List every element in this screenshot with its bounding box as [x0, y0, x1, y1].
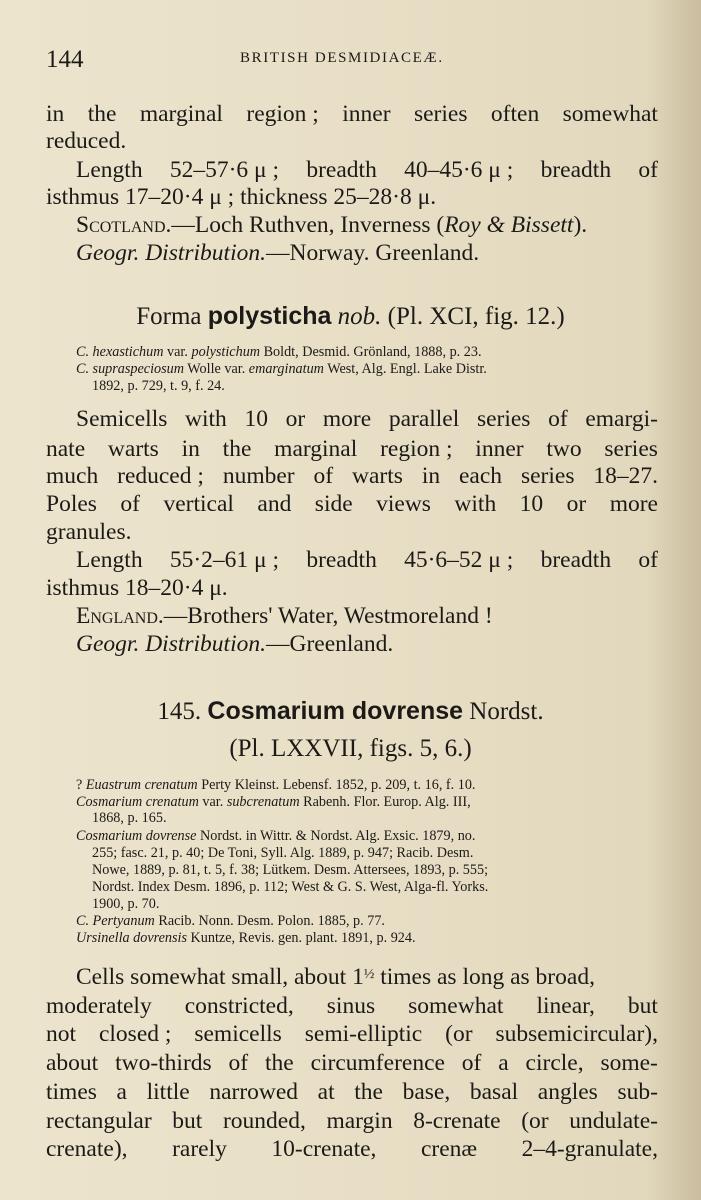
- text-line: reduced.: [46, 128, 127, 154]
- word: the: [222, 436, 252, 462]
- word: side: [314, 491, 353, 517]
- word: of: [228, 1050, 249, 1076]
- word: parallel: [388, 406, 460, 432]
- text-line: [46, 993, 658, 1019]
- word: views: [376, 491, 431, 517]
- word: vertical: [163, 491, 234, 517]
- word: 40–45·6 μ ;: [404, 157, 514, 183]
- word: marginal: [274, 436, 358, 462]
- measurement-line: isthmus 17–20·4 μ ; thickness 25–28·8 μ.: [46, 184, 437, 210]
- word: about: [46, 1050, 99, 1076]
- word: undulate-: [569, 1108, 658, 1134]
- word: of: [548, 406, 568, 432]
- word: linear,: [536, 993, 595, 1019]
- word: series: [476, 406, 531, 432]
- word: in: [46, 101, 65, 127]
- word: of: [120, 491, 140, 517]
- plate-reference: (Pl. LXXVII, figs. 5, 6.): [229, 735, 472, 762]
- word: closed ;: [98, 1021, 172, 1047]
- synonym-line: Ursinella dovrensis Kuntze, Revis. gen. plant. 1891, p. 924.: [76, 930, 416, 946]
- word: 10: [244, 406, 268, 432]
- word: marginal: [139, 101, 223, 127]
- measurement-line: [76, 547, 658, 573]
- word: or: [566, 491, 587, 517]
- text-line: [46, 436, 658, 462]
- word: rarely: [172, 1136, 227, 1162]
- word: sinus: [326, 993, 376, 1019]
- word: 18–27.: [593, 463, 658, 489]
- synonym-line: 1868, p. 165.: [92, 810, 167, 826]
- forma-name: polysticha: [207, 302, 332, 330]
- text-line: [46, 463, 658, 489]
- text-line: [46, 1021, 658, 1047]
- word: often: [490, 101, 540, 127]
- word: somewhat: [408, 993, 504, 1019]
- word: angles: [537, 1079, 598, 1105]
- word: 10-crenate,: [271, 1136, 377, 1162]
- word: (or: [521, 1108, 549, 1134]
- word: some-: [600, 1050, 658, 1076]
- synonym-line: C. hexastichum var. polystichum Boldt, Desmid. Grönland, 1888, p. 23.: [76, 344, 482, 360]
- word: nate: [46, 436, 86, 462]
- word: 45·6–52 μ ;: [404, 547, 514, 573]
- text-line: Cells somewhat small, about $1^{\frac{1}{2}}$ times as long as broad,: [76, 964, 595, 990]
- species-name: Cosmarium dovrense: [207, 697, 464, 725]
- synonym-line: Cosmarium crenatum var. subcrenatum Rabenh. Flor. Europ. Alg. III,: [76, 794, 471, 810]
- country-label: England.: [76, 603, 164, 629]
- word: crenæ: [420, 1136, 478, 1162]
- page-number: 144: [46, 46, 84, 73]
- word: semi-elliptic: [304, 1021, 423, 1047]
- word: reduced ;: [117, 463, 204, 489]
- word: sub-: [617, 1079, 658, 1105]
- word: Poles: [46, 491, 97, 517]
- word: region ;: [380, 436, 453, 462]
- word: 2–4-granulate,: [521, 1136, 658, 1162]
- synonym-line: Nordst. Index Desm. 1896, p. 112; West & G. S. West, Alga-fl. Yorks.: [92, 879, 489, 895]
- word: more: [322, 406, 372, 432]
- word: inner: [475, 436, 524, 462]
- distribution-line: Geogr. Distribution.—Greenland.: [76, 631, 394, 657]
- word: but: [627, 993, 658, 1019]
- text-line: [76, 406, 658, 432]
- text-line: granules.: [46, 519, 132, 545]
- word: series: [604, 436, 658, 462]
- word: or: [285, 406, 306, 432]
- word: moderately: [46, 993, 152, 1019]
- word: rectangular: [46, 1108, 152, 1134]
- word: Semicells: [76, 406, 168, 432]
- text-line: [46, 491, 658, 517]
- word: (or: [445, 1021, 473, 1047]
- word: each: [459, 463, 503, 489]
- word: at: [317, 1079, 335, 1105]
- synonym-line: Nowe, 1889, p. 81, t. 5, f. 38; Lütkem. Desm. Attersees, 1893, p. 555;: [92, 862, 489, 878]
- species-heading: 145. Cosmarium dovrense Nordst.: [157, 697, 544, 725]
- synonym-line: Cosmarium dovrense Nordst. in Wittr. & Nordst. Alg. Exsic. 1879, no.: [76, 828, 476, 844]
- word: 8-crenate: [413, 1108, 501, 1134]
- text-line: [46, 1050, 658, 1076]
- word: Length: [76, 547, 143, 573]
- word: with: [454, 491, 497, 517]
- forma-heading: Forma polysticha nob. (Pl. XCI, fig. 12.): [136, 302, 565, 330]
- word: warts: [107, 436, 159, 462]
- word: circle,: [525, 1050, 584, 1076]
- word: with: [185, 406, 227, 432]
- word: two: [546, 436, 582, 462]
- running-title: BRITISH DESMIDIACEÆ.: [240, 50, 444, 66]
- synonym-line: C. supraspeciosum Wolle var. emarginatum West, Alg. Engl. Lake Distr.: [76, 361, 487, 377]
- locality-line: Scotland.—Loch Ruthven, Inverness (Roy & Bissett).: [76, 212, 588, 238]
- word: breadth: [306, 547, 377, 573]
- word: a: [498, 1050, 509, 1076]
- distribution-line: Geogr. Distribution.—Norway. Greenland.: [76, 240, 480, 266]
- word: constricted,: [184, 993, 294, 1019]
- word: emargi-: [585, 406, 658, 432]
- word: breadth: [306, 157, 377, 183]
- word: the: [87, 101, 117, 127]
- word: breadth: [540, 157, 612, 183]
- synonym-line: 1892, p. 729, t. 9, f. 24.: [92, 378, 225, 394]
- word: but: [172, 1108, 203, 1134]
- word: not: [46, 1021, 77, 1047]
- word: somewhat: [562, 101, 658, 127]
- synonym-line: ? Euastrum crenatum Perty Kleinst. Lebensf. 1852, p. 209, t. 16, f. 10.: [76, 777, 476, 793]
- word: subsemicircular),: [495, 1021, 658, 1047]
- text-line: [46, 1136, 658, 1162]
- word: two-thirds: [115, 1050, 212, 1076]
- locality-line: England.—Brothers' Water, Westmoreland !: [76, 603, 493, 629]
- word: base,: [402, 1079, 451, 1105]
- word: in: [421, 463, 441, 489]
- word: in: [181, 436, 200, 462]
- word: little: [146, 1079, 190, 1105]
- measurement-line: [76, 157, 658, 183]
- word: warts: [352, 463, 403, 489]
- word: times: [46, 1079, 97, 1105]
- synonym-line: C. Pertyanum Racib. Nonn. Desm. Polon. 1885, p. 77.: [76, 913, 385, 929]
- word: Length: [76, 157, 143, 183]
- word: and: [257, 491, 292, 517]
- country-label: Scotland.: [76, 212, 172, 238]
- word: crenate),: [46, 1136, 128, 1162]
- synonym-line: 1900, p. 70.: [92, 896, 160, 912]
- word: narrowed: [209, 1079, 299, 1105]
- word: inner: [342, 101, 391, 127]
- word: the: [354, 1079, 383, 1105]
- word: region ;: [246, 101, 319, 127]
- text-line: [46, 1079, 658, 1105]
- word: 10: [519, 491, 544, 517]
- word: semicells: [194, 1021, 282, 1047]
- text-line: [46, 101, 658, 127]
- word: basal: [469, 1079, 519, 1105]
- word: a: [116, 1079, 127, 1105]
- word: of: [313, 463, 334, 489]
- word: series: [413, 101, 468, 127]
- word: much: [46, 463, 99, 489]
- word: rounded,: [222, 1108, 306, 1134]
- synonym-line: 255; fasc. 21, p. 40; De Toni, Syll. Alg. 1889, p. 947; Racib. Desm.: [92, 845, 474, 861]
- word: 52–57·6 μ ;: [169, 157, 280, 183]
- word: of: [461, 1050, 482, 1076]
- word: of: [638, 157, 658, 183]
- word: the: [264, 1050, 294, 1076]
- measurement-line: isthmus 18–20·4 μ.: [46, 575, 228, 601]
- word: number: [222, 463, 295, 489]
- collector-name: Roy & Bissett: [444, 212, 574, 238]
- word: circumference: [310, 1050, 445, 1076]
- word: of: [638, 547, 658, 573]
- text-line: [46, 1108, 658, 1134]
- word: 55·2–61 μ ;: [169, 547, 280, 573]
- word: more: [609, 491, 658, 517]
- word: breadth: [540, 547, 612, 573]
- word: series: [520, 463, 575, 489]
- word: margin: [326, 1108, 393, 1134]
